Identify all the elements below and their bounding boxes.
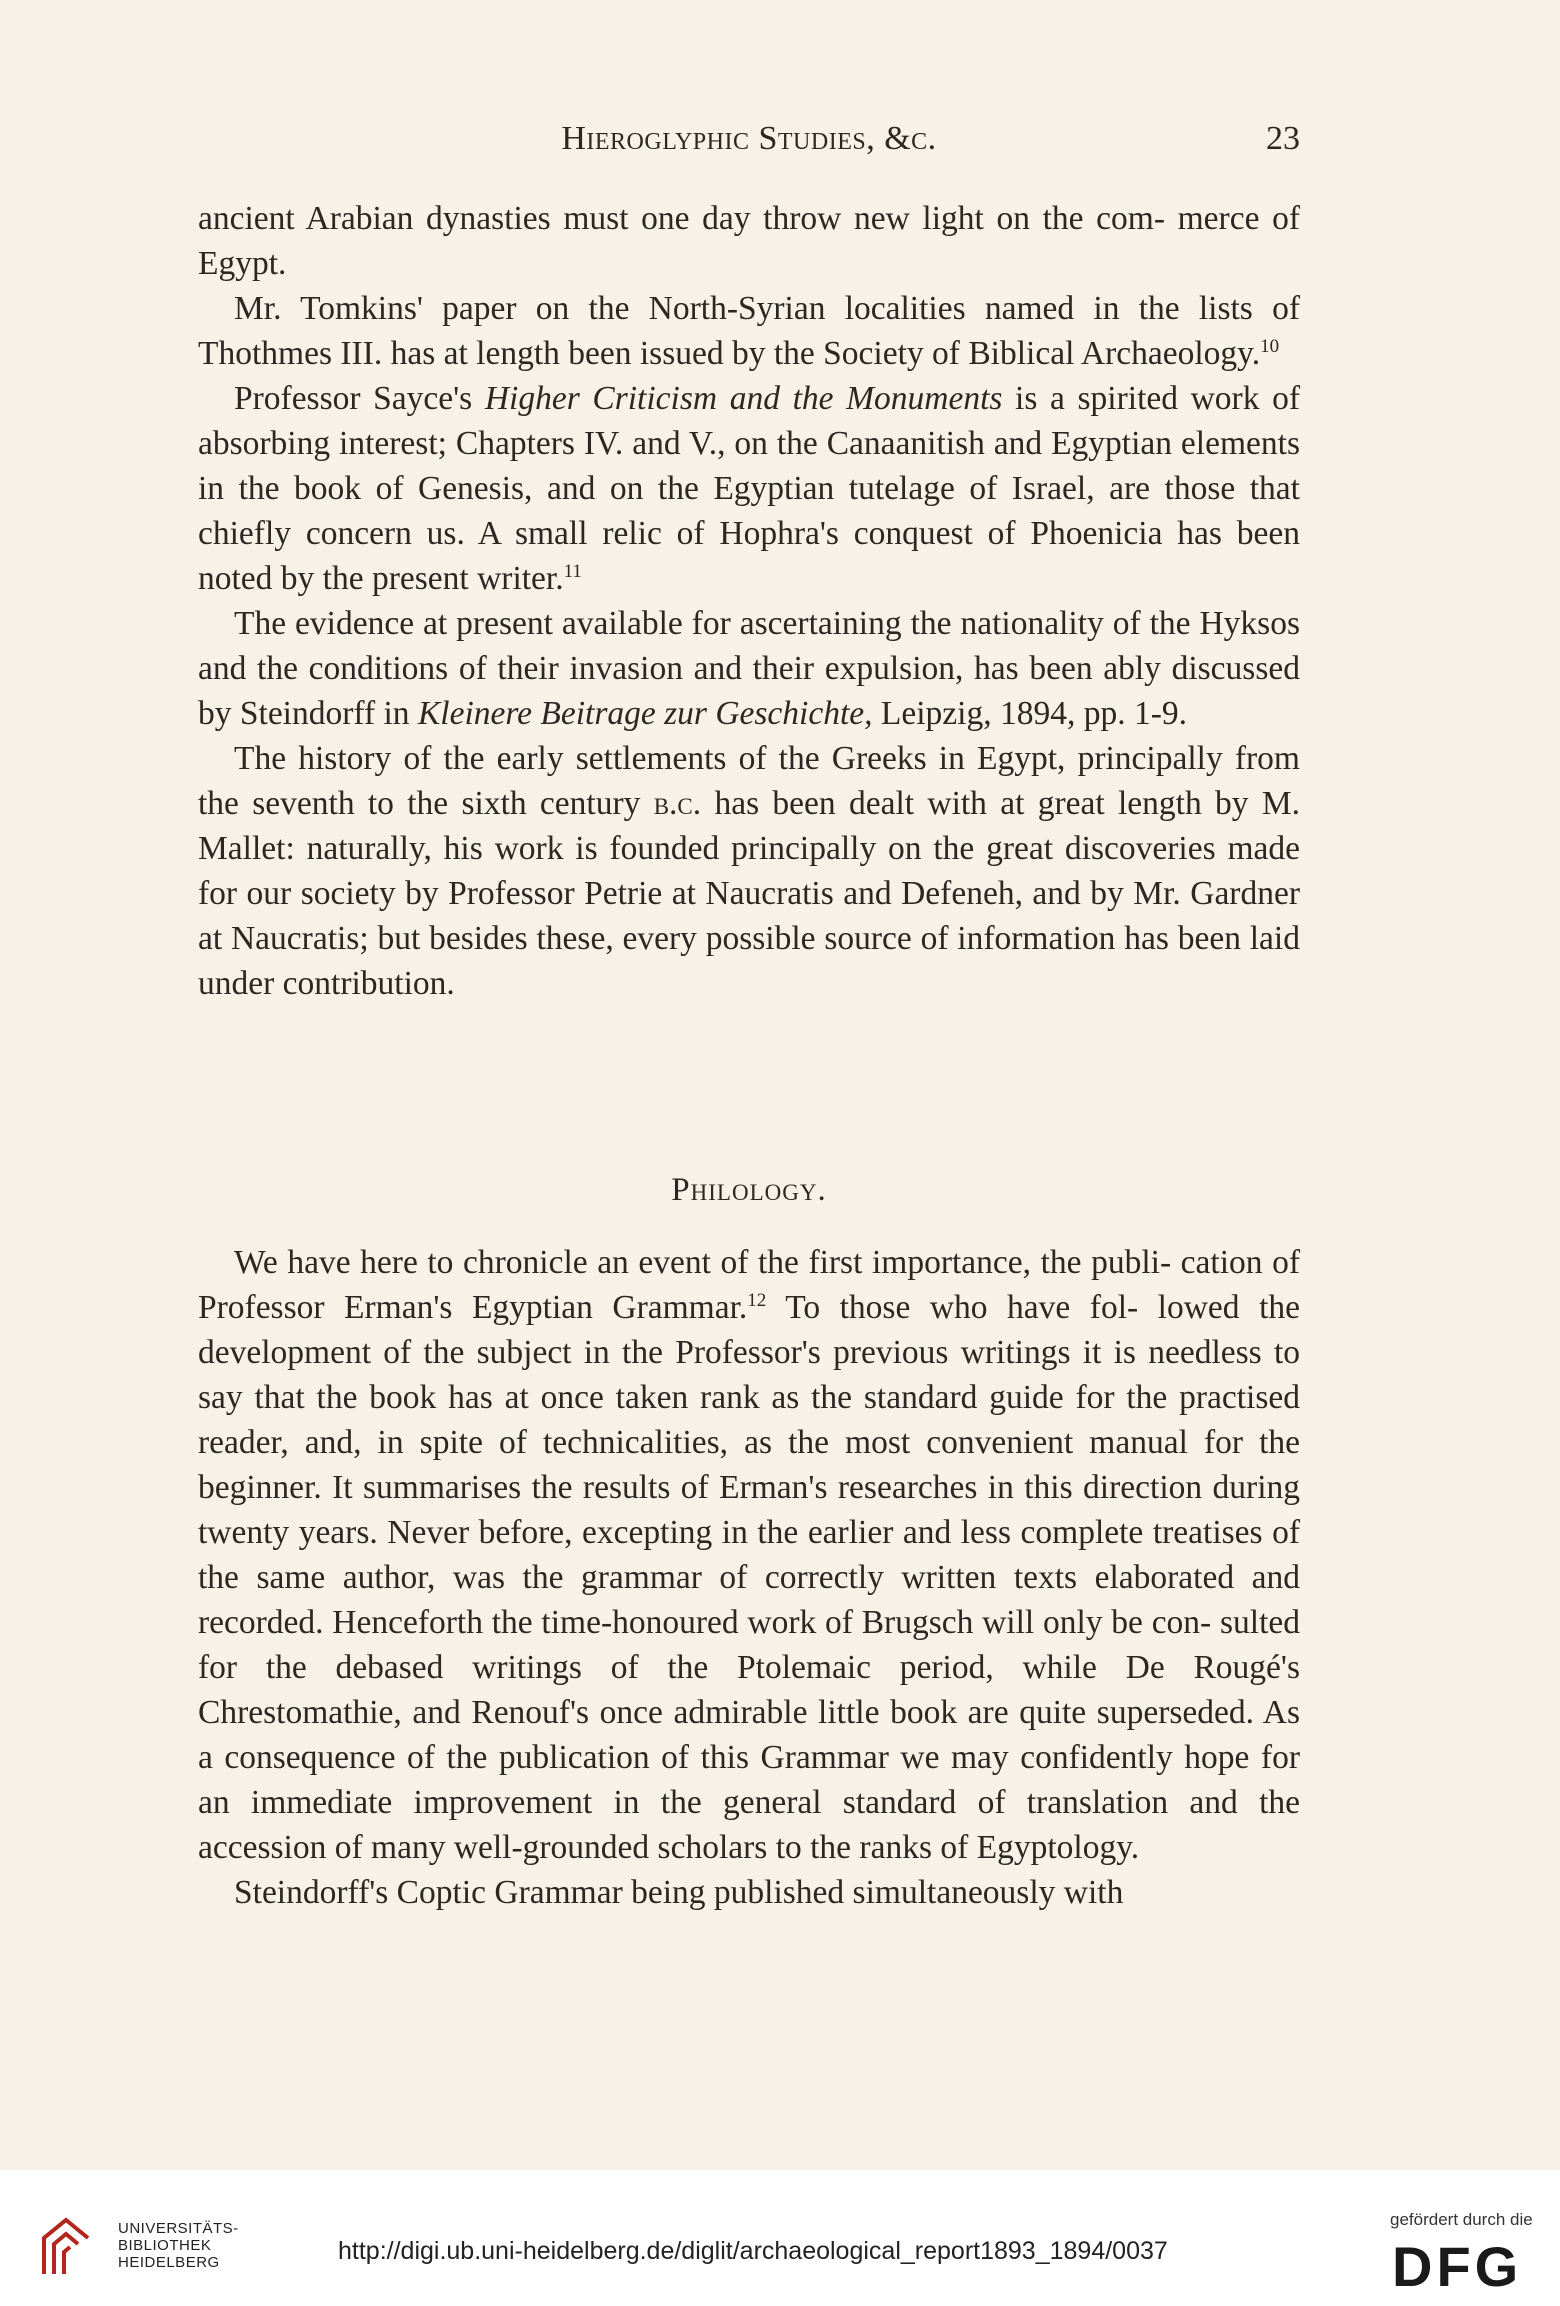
book-title: Kleinere Beitrage zur Geschichte, [417,695,873,732]
era-abbreviation: b.c. [653,785,702,822]
digitization-footer [0,2170,1560,2306]
footnote-ref: 12 [747,1289,767,1311]
footnote-ref: 11 [563,560,582,582]
library-building-icon [36,2214,96,2282]
paragraph [198,1240,1300,1870]
section-title: Philology. [671,1172,827,1208]
paragraph-text: Professor Sayce's [234,380,485,417]
paragraph-text: Steindorff's Coptic Grammar being published simultaneously with [234,1874,1124,1911]
library-name-line: UNIVERSITÄTS- [118,2220,239,2237]
page-number: 23 [1266,120,1300,157]
paragraph-text: The evidence at present available for ascertaining the nationality of the Hyksos and the conditions of their invasion and their expulsion, has been ably discussed by Steindorff in [198,605,1300,732]
paragraph-text: ancient Arabian dynasties must one day throw new light on the com- merce of Egypt. [198,200,1300,282]
paragraph [198,196,1300,286]
library-name [118,2220,239,2271]
running-head: Hieroglyphic Studies, &c. [561,120,937,157]
library-name-line: BIBLIOTHEK [118,2237,212,2254]
paragraph-text: Mr. Tomkins' paper on the North-Syrian localities named in the lists of Thothmes III. has at length been issued by the Society of Biblical Archaeology. [198,290,1300,372]
paragraph [198,736,1300,1006]
book-title: Higher Criticism and the Monuments [484,380,1003,417]
paragraph-text: To those who have fol- lowed the development of the subject in the Professor's previous writings it is needless to say that the book has at once taken rank as the standard guide for the practised reader, and, in spite of technicalities, as the most convenient manual for the beginner. It summarises the results of Erman's researches in this direction during twenty years. Never before, excepting in the earlier and less complete treatises of the same author, was the grammar of correctly written texts elaborated and recorded. Henceforth the time-honoured work of Brugsch will only be con- sulted for the debased writings of the Ptolemaic period, while De Rougé's Chrestomathie, and Renouf's once admirable little book are quite superseded. As a consequence of the publication of this Grammar we may confidently hope for an immediate improvement in the general standard of translation and the accession of many well-grounded scholars to the ranks of Egyptology. [198,1289,1300,1866]
paragraph-text: is a spirited work of absorbing interest; Chapters IV. and V., on the Canaanitish and Egyptian elements in the book of Genesis, and on the Egyptian tutelage of Israel, are those that chiefly concern us. A small relic of Hophra's conquest of Phoenicia has been noted by the present writer. [198,380,1300,597]
paragraph-text: Leipzig, 1894, pp. 1-9. [872,695,1188,732]
source-url-link[interactable]: http://digi.ub.uni-heidelberg.de/diglit/archaeological_report1893_1894/0037 [338,2237,1168,2265]
paragraph [198,286,1300,376]
dfg-logo: DFG [1392,2235,1523,2298]
paragraph-text: has been dealt with at great length by M. Mallet: naturally, his work is founded principally on the great discoveries made for our society by Professor Petrie at Naucratis and Defeneh, and by Mr. Gardner at Naucratis; but besides these, every possible source of information has been laid under contribution. [198,785,1300,1002]
paragraph [198,1870,1300,1915]
body-text-bottom [198,1240,1300,1915]
paragraph-text: The history of the early settlements of the Greeks in Egypt, principally from the seventh to the sixth century [198,740,1300,822]
footnote-ref: 10 [1260,335,1280,357]
paragraph-text: We have here to chronicle an event of the first importance, the publi- cation of Professor Erman's Egyptian Grammar. [198,1244,1300,1326]
funded-by-label: gefördert durch die [1390,2210,1533,2229]
page-header [198,120,1300,176]
library-name-line: HEIDELBERG [118,2254,220,2271]
paragraph [198,601,1300,736]
paragraph [198,376,1300,601]
body-text-top [198,196,1300,1006]
